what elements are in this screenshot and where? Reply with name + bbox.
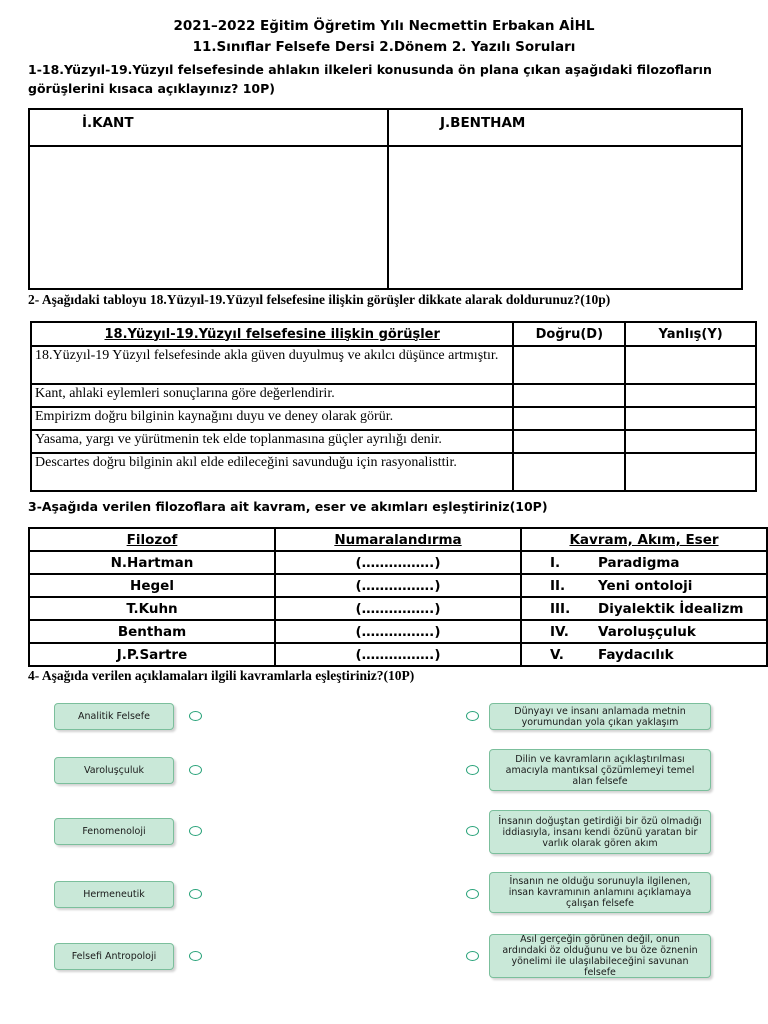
concept-label: Paradigma — [598, 554, 680, 571]
match-circle-left[interactable] — [189, 889, 202, 899]
match-circle-right[interactable] — [466, 889, 479, 899]
question-2: 2- Aşağıdaki tabloyu 18.Yüzyıl-19.Yüzyıl felsefesine ilişkin görüşler dikkate alarak doldurunuz?(10p) — [28, 292, 611, 307]
description-box-2: Dilin ve kavramların açıklaştırılması amacıyla mantıksal çözümlemeyi temel alan felsefe — [489, 749, 711, 791]
concept-header: Kavram, Akım, Eser — [521, 528, 767, 551]
numbering-blank[interactable]: (…………….) — [275, 574, 521, 597]
concept-label: Yeni ontoloji — [598, 577, 693, 594]
answer-cell-d[interactable] — [513, 384, 625, 407]
description-box-5: Asıl gerçeğin görünen değil, onun ardındaki öz olduğunu ve bu öze öznenin yönelimi ile ulaşılabileceğini savunan felsefe — [489, 934, 711, 978]
concept-item — [521, 620, 767, 643]
answer-cell-d[interactable] — [513, 346, 625, 384]
concept-box-antropoloji: Felsefi Antropoloji — [54, 943, 174, 970]
false-header: Yanlış(Y) — [625, 322, 756, 346]
answer-cell-y[interactable] — [625, 407, 756, 430]
roman-numeral: I. — [550, 554, 561, 571]
answer-cell-d[interactable] — [513, 407, 625, 430]
numbering-header: Numaralandırma — [275, 528, 521, 551]
exam-subtitle: 11.Sınıflar Felsefe Dersi 2.Dönem 2. Yazılı Soruları — [192, 39, 576, 55]
exam-title: 2021–2022 Eğitim Öğretim Yılı Necmettin Erbakan AİHL — [173, 18, 595, 34]
answer-cell-d[interactable] — [513, 453, 625, 491]
roman-numeral: V. — [550, 646, 564, 663]
concept-box-hermeneutik: Hermeneutik — [54, 881, 174, 908]
description-box-4: İnsanın ne olduğu sorunuyla ilgilenen, insan kavramının anlamını açıklamaya çalışan felsefe — [489, 872, 711, 913]
kant-header: İ.KANT — [82, 115, 134, 131]
match-circle-right[interactable] — [466, 765, 479, 775]
philosopher-name: J.P.Sartre — [29, 643, 275, 666]
concept-label: Diyalektik İdealizm — [598, 600, 744, 617]
match-circle-left[interactable] — [189, 826, 202, 836]
question-3: 3-Aşağıda verilen filozoflara ait kavram, eser ve akımları eşleştiriniz(10P) — [28, 499, 548, 514]
description-box-1: Dünyayı ve insanı anlamada metnin yorumundan yola çıkan yaklaşım — [489, 703, 711, 730]
statement-3: Empirizm doğru bilginin kaynağını duyu ve deney olarak görür. — [31, 407, 513, 430]
philosopher-name: N.Hartman — [29, 551, 275, 574]
answer-cell-y[interactable] — [625, 453, 756, 491]
answer-cell-y[interactable] — [625, 384, 756, 407]
concept-item — [521, 551, 767, 574]
philosopher-header: Filozof — [29, 528, 275, 551]
true-header: Doğru(D) — [513, 322, 625, 346]
question-3-table — [28, 527, 768, 667]
concept-label: Varoluşçuluk — [598, 623, 696, 640]
match-circle-left[interactable] — [189, 951, 202, 961]
concept-box-fenomenoloji: Fenomenoloji — [54, 818, 174, 845]
question-4: 4- Aşağıda verilen açıklamaları ilgili kavramlarla eşleştiriniz?(10P) — [28, 668, 415, 683]
statement-5: Descartes doğru bilginin akıl elde edileceğini savunduğu için rasyonalisttir. — [31, 453, 513, 491]
match-circle-right[interactable] — [466, 711, 479, 721]
concept-label: Faydacılık — [598, 646, 674, 663]
roman-numeral: IV. — [550, 623, 569, 640]
numbering-blank[interactable]: (…………….) — [275, 620, 521, 643]
description-box-3: İnsanın doğuştan getirdiği bir özü olmadığı iddiasıyla, insanı kendi özünü yaratan bir varlık olarak gören akım — [489, 810, 711, 854]
answer-cell-y[interactable] — [625, 430, 756, 453]
concept-item — [521, 574, 767, 597]
match-circle-left[interactable] — [189, 711, 202, 721]
philosopher-name: T.Kuhn — [29, 597, 275, 620]
statement-2: Kant, ahlaki eylemleri sonuçlarına göre değerlendirir. — [31, 384, 513, 407]
numbering-blank[interactable]: (…………….) — [275, 643, 521, 666]
match-circle-right[interactable] — [466, 951, 479, 961]
question-2-table — [30, 321, 757, 492]
question-1-table — [28, 108, 743, 290]
roman-numeral: III. — [550, 600, 571, 617]
question-1: 1-18.Yüzyıl-19.Yüzyıl felsefesinde ahlakın ilkeleri konusunda ön plana çıkan aşağıdaki filozofların görüşlerini kısaca açıklayınız? 10P) — [28, 62, 712, 96]
answer-cell-d[interactable] — [513, 430, 625, 453]
numbering-blank[interactable]: (…………….) — [275, 597, 521, 620]
concept-box-varolusculuk: Varoluşçuluk — [54, 757, 174, 784]
statement-4: Yasama, yargı ve yürütmenin tek elde toplanmasına güçler ayrılığı denir. — [31, 430, 513, 453]
concept-item — [521, 643, 767, 666]
roman-numeral: II. — [550, 577, 566, 594]
concept-box-analitik: Analitik Felsefe — [54, 703, 174, 730]
philosopher-name: Bentham — [29, 620, 275, 643]
answer-cell-y[interactable] — [625, 346, 756, 384]
match-circle-right[interactable] — [466, 826, 479, 836]
philosopher-name: Hegel — [29, 574, 275, 597]
bentham-header: J.BENTHAM — [440, 115, 526, 131]
concept-item — [521, 597, 767, 620]
numbering-blank[interactable]: (…………….) — [275, 551, 521, 574]
match-circle-left[interactable] — [189, 765, 202, 775]
views-header: 18.Yüzyıl-19.Yüzyıl felsefesine ilişkin görüşler — [31, 322, 513, 346]
statement-1: 18.Yüzyıl-19 Yüzyıl felsefesinde akla güven duyulmuş ve akılcı düşünce artmıştır. — [31, 346, 513, 384]
